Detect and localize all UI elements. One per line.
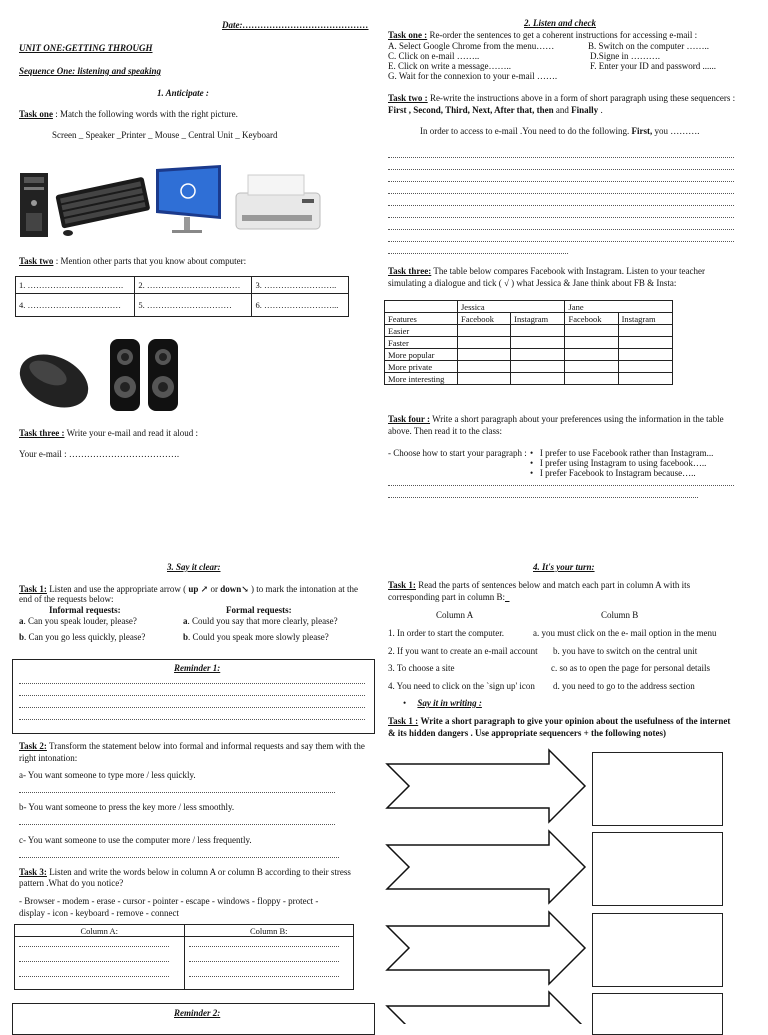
header-instagram: Instagram [511,313,565,325]
rt-task-four-text-2: above. Then read it to the class: [388,426,503,436]
task-three-line [19,428,198,438]
item-key: b [19,632,25,642]
option-text: I prefer to use Facebook rather than Instagram... [539,448,714,458]
rt-task-one-label: Task one : [388,30,428,40]
tick-cell[interactable] [458,325,511,337]
unit-title: UNIT ONE:GETTING THROUGH [19,43,153,53]
note-box[interactable] [592,832,723,906]
informal-b [19,632,145,642]
col-a-item: 4. You need to click on the `sign up' icon [388,681,535,691]
item-text: . Could you say that more clearly, please? [187,616,338,626]
rt-task-three-line [388,266,705,276]
reminder-2-title: Reminder 2: [174,1008,221,1018]
option-item: • I prefer Facebook to Instagram because….. [530,468,696,478]
header-features: Features [385,313,458,325]
col-a-item: 3. To choose a site [388,663,455,673]
formal-b [183,632,329,642]
tick-cell[interactable] [458,373,511,385]
tick-cell[interactable] [618,361,672,373]
sequence-title: Sequence One: listening and speaking [19,66,162,76]
arrow-shape-icon [385,910,590,990]
speaker-image [110,339,178,411]
lb-task1-label: Task 1: [19,584,47,594]
lb-task2-text-2: right intonation: [19,753,78,763]
section-2-label: 2. Listen and check [524,18,596,28]
item-text: . Can you speak louder, please? [23,616,137,626]
item-text: . Can you go less quickly, please? [24,632,146,642]
keyboard-image [55,177,150,229]
rb-task1-text: Read the parts of sentences below and match each part in column A with its [418,580,691,590]
tick-cell[interactable] [618,373,672,385]
sequencers-line: First , Second, Third, Next, After that, then and Finally . [388,105,603,115]
part-cell[interactable]: 2. …………………………… [135,277,252,294]
reminder-1-title: Reminder 1: [174,663,221,673]
note-box[interactable] [592,913,723,987]
rt-task-four-label: Task four : [388,414,431,424]
sentence-a: A. Select Google Chrome from the menu…… [388,41,555,51]
section-4-label: 4. It's your turn: [533,562,595,572]
tick-cell[interactable] [565,337,618,349]
email-line[interactable]: Your e-mail : ………………………………. [19,449,180,459]
arrow-shape-icon [385,829,590,909]
item-key: a [19,616,24,626]
section-2-title [524,18,596,28]
formal-title: Formal requests: [226,605,292,615]
rt-task-two-label: Task two : [388,93,428,103]
word-list-2: display - icon - keyboard - remove - connect [19,908,179,918]
choose-text: - Choose how to start your paragraph : [388,448,527,458]
formal-a [183,616,338,626]
tick-cell[interactable] [511,349,565,361]
sequencers-finally: Finally [571,105,599,115]
section-3-title [167,562,221,572]
rb-task1-label: Task 1: [388,580,416,590]
up-arrow-label: up ↗ [188,584,209,594]
part-cell[interactable]: 1. ……………………………. [16,277,135,294]
col-a-item: 2. If you want to create an e-mail account [388,646,538,656]
col-b-title: Column B [601,610,639,620]
feature-row-label: Easier [385,325,458,337]
sentence-f: F. Enter your ID and password ...... [590,61,717,71]
rb-task1-line [388,580,690,590]
item-key: a [183,616,188,626]
rb-task1-text-2 [388,592,509,602]
task-one-text: : Match the following words with the right picture. [55,109,238,119]
answer-line[interactable] [19,792,335,793]
tick-cell[interactable] [565,325,618,337]
intro-end: you ………. [654,126,700,136]
intro-sentence-line [420,126,700,136]
computer-parts-picture [16,163,326,243]
lb-task3-text: Listen and write the words below in column A or column B according to their stress [49,867,351,877]
lb-task2-line [19,741,365,751]
section-4-title [533,562,595,572]
note-box[interactable] [592,993,723,1035]
task-one-label: Task one [19,109,53,119]
header-instagram: Instagram [618,313,672,325]
parts-table [15,276,349,317]
tick-cell[interactable] [618,349,672,361]
lb-task3-label: Task 3: [19,867,47,877]
col-a-header: Column A: [15,925,185,937]
mouse-image [14,344,97,415]
lb-task3-line [19,867,351,877]
option-text: I prefer using Instagram to using facebook….. [539,458,707,468]
item-key: b [183,632,189,642]
rt-task-two-line [388,93,735,103]
col-a-answer[interactable] [15,937,185,990]
sentence-d: D.Signe in ………. [590,51,661,61]
informal-title-text: Informal requests [49,605,118,615]
rt-task-three-text-2: simulating a dialogue and tick ( √ ) what Jessica & Jane think about FB & Insta: [388,278,677,288]
central-unit-image [20,173,48,237]
word-list-1: - Browser - modem - erase - cursor - pointer - escape - windows - floppy - protect - [19,896,319,906]
writing-task-label: Task 1 : [388,716,419,726]
header-facebook: Facebook [458,313,511,325]
sequencers: First , Second, Third, Next, After that, then [388,105,554,115]
task-three-label: Task three : [19,428,65,438]
tick-cell[interactable] [565,361,618,373]
sentence-g: G. Wait for the connexion to your e-mail ……. [388,71,558,81]
tick-cell[interactable] [565,373,618,385]
part-cell[interactable]: 4. …………………………… [16,294,135,317]
col-b-item: c. so as to open the page for personal details [551,663,710,673]
person-jane: Jane [565,301,673,313]
comparison-table [384,300,673,385]
task-two-text: : Mention other parts that you know about computer: [55,256,247,266]
feature-row-label: More private [385,361,458,373]
lb-task1-text: Listen and use the appropriate arrow ( [49,584,187,594]
section-3-label: 3. Say it clear: [167,562,221,572]
intro-first: First, [631,126,653,136]
sequencers-and: and [555,105,569,115]
tick-cell[interactable] [618,325,672,337]
part-cell[interactable]: 6. ……………………... [252,294,349,317]
tick-cell[interactable] [511,361,565,373]
say-writing-line: • Say it in writing : [403,698,482,708]
tick-cell[interactable] [618,337,672,349]
option-item: • I prefer using Instagram to using facebook….. [530,458,707,468]
feature-row-label: Faster [385,337,458,349]
tick-cell[interactable] [458,349,511,361]
sentence-c: C. Click on e-mail …….. [388,51,480,61]
task-two-label: Task two [19,256,54,266]
lb-task1-text-2: ) to mark the intonation at the [251,584,358,594]
col-a-item: 1. In order to start the computer. [388,628,504,638]
lb-task2-label: Task 2: [19,741,47,751]
intro-sentence: In order to access to e-mail .You need to do the following. [420,126,630,136]
formal-title-text: Formal requests [226,605,289,615]
writing-task-text-2: & its hidden dangers . Use appropriate sequencers + the following notes) [388,728,666,738]
empty-cell [385,301,458,313]
col-b-answer[interactable] [184,937,354,990]
rt-task-two-text: Re-write the instructions above in a form of short paragraph using these sequencers : [429,93,736,103]
rb-task1-text-2-span: corresponding part in column B: [388,592,505,602]
printer-image [236,175,320,229]
task-two-line [19,256,246,266]
option-item: • I prefer to use Facebook rather than Instagram... [530,448,714,458]
lb-task3-text-2: pattern .What do you notice? [19,878,124,888]
rt-task-four-line [388,414,724,424]
tick-cell[interactable] [458,361,511,373]
feature-row-label: More interesting [385,373,458,385]
lb-task1-text-3: end of the requests below: [19,594,114,604]
tick-cell[interactable] [511,325,565,337]
rt-task-four-text: Write a short paragraph about your preferences using the information in the table [432,414,724,424]
task-three-text: Write your e-mail and read it aloud : [66,428,198,438]
stress-table [14,924,354,990]
item-text: . Could you speak more slowly please? [188,632,329,642]
sentence-b: B. Switch on the computer …….. [588,41,709,51]
tick-cell[interactable] [511,337,565,349]
writing-task-line [388,716,730,726]
option-text: I prefer Facebook to Instagram because….. [539,468,696,478]
statement-c: c- You want someone to use the computer more / less frequently. [19,835,252,845]
note-box[interactable] [592,752,723,826]
feature-row-label: More popular [385,349,458,361]
section-1-title: 1. Anticipate : [157,88,209,98]
say-writing-title: Say it in writing : [417,698,482,708]
col-b-item: a. you must click on the e- mail option in the menu [533,628,717,638]
statement-b: b- You want someone to press the key more / less smoothly. [19,802,235,812]
part-cell[interactable]: 3. …………………….. [252,277,349,294]
writing-task-text: Write a short paragraph to give your opinion about the usefulness of the internet [420,716,731,726]
rt-task-one-line [388,30,697,40]
rt-task-one-text: Re-order the sentences to get a coherent instructions for accessing e-mail : [429,30,698,40]
arrow-shape-icon [385,748,590,828]
tick-cell[interactable] [458,337,511,349]
tick-cell[interactable] [511,373,565,385]
date-line: Date:…………………………………… [222,20,369,30]
answer-line[interactable] [19,824,335,825]
statement-a: a- You want someone to type more / less quickly. [19,770,196,780]
col-b-header: Column B: [184,925,354,937]
informal-a [19,616,137,626]
informal-title: Informal requests: [49,605,121,615]
screen-image [156,165,221,233]
col-b-item: b. you have to switch on the central unit [553,646,698,656]
rt-task-three-text: The table below compares Facebook with Instagram. Listen to your teacher [433,266,706,276]
part-cell[interactable]: 5. ………………………… [135,294,252,317]
mouse-speakers-picture [14,335,189,415]
col-b-item: d. you need to go to the address section [553,681,695,691]
arrow-shape-icon [385,990,590,1024]
answer-line[interactable] [19,857,339,858]
tick-cell[interactable] [565,349,618,361]
person-jessica: Jessica [458,301,565,313]
down-arrow-label: down↘ [220,584,249,594]
col-a-title: Column A [436,610,474,620]
header-facebook: Facebook [565,313,618,325]
or-word: or [210,584,218,594]
word-list: Screen _ Speaker _Printer _ Mouse _ Central Unit _ Keyboard [52,130,278,140]
lb-task2-text: Transform the statement below into formal and informal requests and say them with the [49,741,365,751]
sentence-e: E. Click on write a message…….. [388,61,511,71]
task-one-line [19,109,238,119]
rt-task-three-label: Task three: [388,266,432,276]
small-mouse-image [63,230,73,236]
